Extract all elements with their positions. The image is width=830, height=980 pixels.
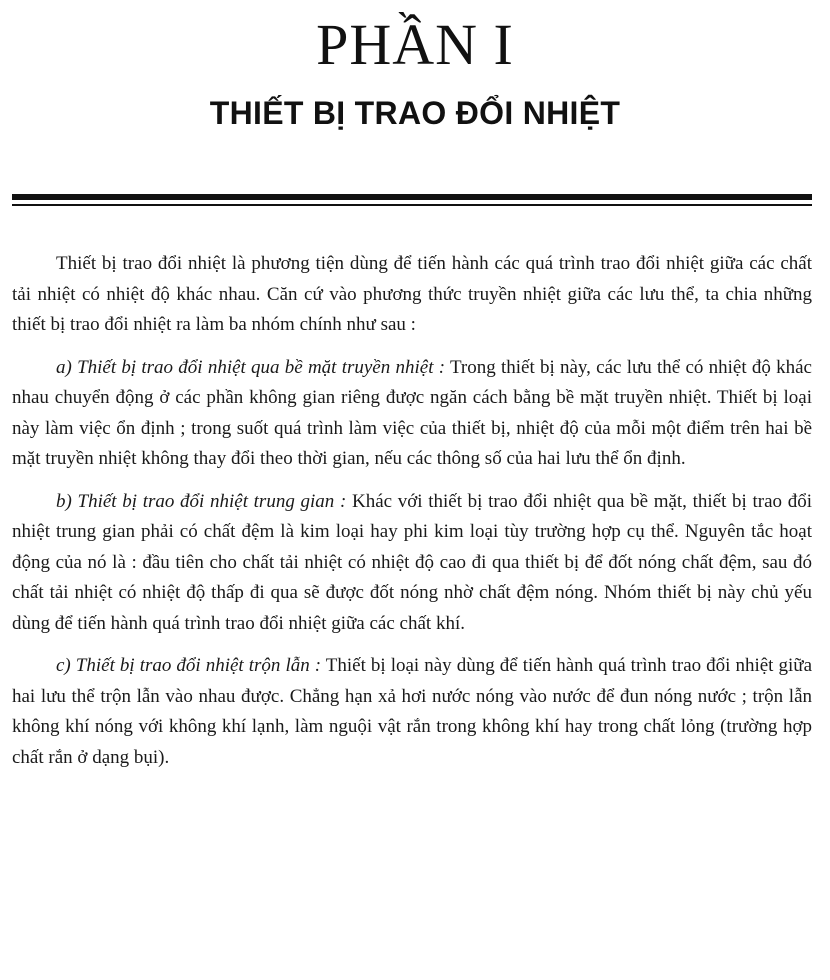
paragraph-mixing-exchanger — [12, 651, 812, 773]
paragraph-intermediate-exchanger — [12, 487, 812, 640]
paragraph-text: Khác với thiết bị trao đổi nhiệt qua bề mặt, thiết bị trao đổi nhiệt trung gian phải có chất đệm là kim loại hay phi kim loại tùy trường hợp cụ thể. Nguyên tắc hoạt động của nó là : đầu tiên cho chất tải nhiệt có nhiệt độ cao đi qua thiết bị để đốt nóng chất đệm, sau đó chất tải nhiệt có nhiệt độ thấp đi qua sẽ được đốt nóng nhờ chất đệm nóng. Nhóm thiết bị này chủ yếu dùng để tiến hành quá trình trao đổi nhiệt giữa các chất khí. — [12, 490, 812, 634]
paragraph-lead: a) Thiết bị trao đổi nhiệt qua bề mặt truyền nhiệt : — [56, 356, 446, 378]
paragraph-intro — [12, 249, 812, 341]
paragraph-text: Trong thiết bị này, các lưu thể có nhiệt độ khác nhau chuyển động ở các phần không gian riêng được ngăn cách bằng bề mặt truyền nhiệt. Thiết bị loại này làm việc ổn định ; trong suốt quá trình làm việc của thiết bị, nhiệt độ của mỗi một điểm trên hai bề mặt truyền nhiệt không thay đổi theo thời gian, nếu các thông số của hai lưu thể ổn định. — [12, 356, 812, 469]
title-divider-thick — [12, 194, 812, 200]
part-title: PHẦN I — [316, 12, 514, 77]
paragraph-lead: c) Thiết bị trao đổi nhiệt trộn lẫn : — [56, 655, 322, 676]
paragraph-lead: b) Thiết bị trao đổi nhiệt trung gian : — [56, 490, 347, 512]
body-text — [12, 249, 812, 785]
title-divider-thin — [12, 204, 812, 206]
chapter-title: THIẾT BỊ TRAO ĐỔI NHIỆT — [209, 95, 621, 131]
paragraph-surface-exchanger — [12, 353, 812, 475]
paragraph-text: Thiết bị trao đổi nhiệt là phương tiện dùng để tiến hành các quá trình trao đổi nhiệt giữa các chất tải nhiệt có nhiệt độ khác nhau. Căn cứ vào phương thức truyền nhiệt giữa các lưu thể, ta chia những thiết bị trao đổi nhiệt ra làm ba nhóm chính như sau : — [12, 253, 812, 335]
paragraph-text: Thiết bị loại này dùng để tiến hành quá trình trao đổi nhiệt giữa hai lưu thể trộn lẫn vào nhau được. Chẳng hạn xả hơi nước nóng vào nước để đun nóng nước ; trộn lẫn không khí nóng với không khí lạnh, làm nguội vật rắn trong không khí hay trong chất lỏng (trường hợp chất rắn ở dạng bụi). — [12, 655, 813, 768]
